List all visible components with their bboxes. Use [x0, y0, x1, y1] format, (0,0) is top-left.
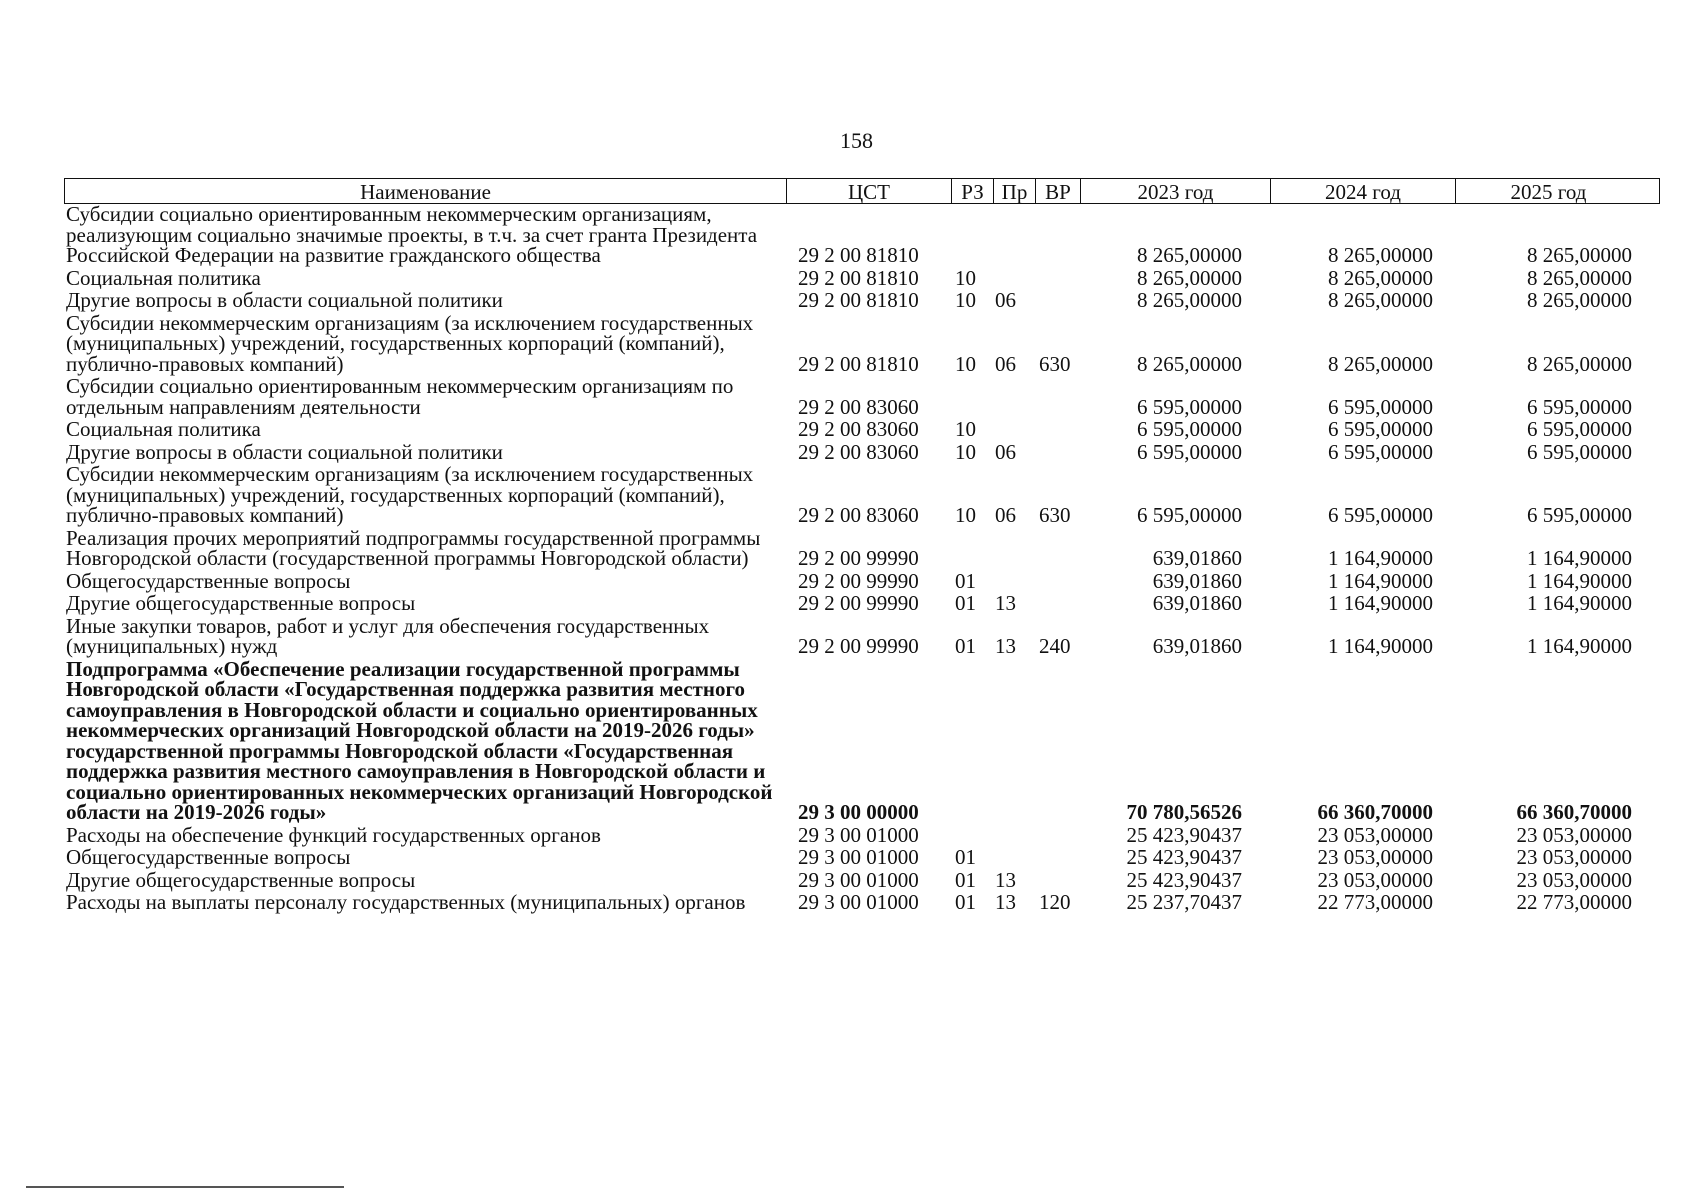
row-cst: 29 2 00 83060 — [798, 439, 919, 464]
header-name: Наименование — [65, 179, 787, 203]
table-row — [64, 613, 1660, 658]
row-2025: 8 265,00000 — [1527, 243, 1632, 267]
row-name: Другие вопросы в области социальной политики — [66, 439, 503, 464]
row-cst: 29 2 00 83060 — [798, 503, 919, 527]
row-2025: 23 053,00000 — [1516, 845, 1632, 869]
row-2024: 6 595,00000 — [1328, 439, 1433, 464]
table-row — [64, 204, 1660, 266]
row-2024: 8 265,00000 — [1328, 243, 1433, 267]
table-row — [64, 593, 1660, 614]
table-row — [64, 847, 1660, 868]
row-2024: 1 164,90000 — [1328, 634, 1433, 658]
row-2025: 6 595,00000 — [1527, 439, 1632, 464]
row-rz: 01 — [955, 568, 976, 593]
row-2025: 8 265,00000 — [1527, 265, 1632, 290]
row-rz: 01 — [955, 591, 976, 615]
row-vr: 630 — [1039, 503, 1071, 527]
row-rz: 01 — [955, 634, 976, 658]
row-2023: 6 595,00000 — [1137, 394, 1242, 419]
row-2024: 8 265,00000 — [1328, 351, 1433, 376]
table-row — [64, 464, 1660, 526]
row-2023: 25 423,90437 — [1126, 822, 1242, 847]
header-rz: РЗ — [952, 179, 994, 203]
row-2024: 1 164,90000 — [1328, 546, 1433, 570]
row-pr: 06 — [995, 351, 1016, 376]
header-vr: ВР — [1036, 179, 1081, 203]
header-2025: 2025 год — [1510, 180, 1587, 204]
row-2023: 639,01860 — [1152, 634, 1242, 658]
row-name: Социальная политика — [66, 265, 261, 290]
table-body — [64, 204, 1660, 913]
row-cst: 29 3 00 01000 — [798, 867, 919, 892]
footer-rule — [26, 1186, 344, 1188]
row-2025: 1 164,90000 — [1527, 591, 1632, 615]
table-row — [64, 265, 1660, 290]
row-rz: 01 — [955, 890, 976, 914]
row-vr: 120 — [1039, 890, 1071, 914]
row-name: Расходы на обеспечение функций государственных органов — [66, 822, 601, 847]
row-2025: 1 164,90000 — [1527, 568, 1632, 593]
row-2023: 639,01860 — [1152, 546, 1242, 570]
table-header — [64, 178, 1660, 204]
row-cst: 29 3 00 01000 — [798, 822, 919, 847]
row-rz: 01 — [955, 845, 976, 869]
table-row — [64, 568, 1660, 593]
row-pr: 06 — [995, 503, 1016, 527]
row-rz: 10 — [955, 503, 976, 527]
row-2024: 6 595,00000 — [1328, 417, 1433, 441]
row-rz: 01 — [955, 867, 976, 892]
table-row — [64, 290, 1660, 311]
row-rz: 10 — [955, 417, 976, 441]
row-cst: 29 2 00 81810 — [798, 288, 919, 312]
row-name: Иные закупки товаров, работ и услуг для обеспечения государственных (муниципальных) нужд — [66, 613, 710, 658]
header-2023: 2023 год — [1081, 179, 1271, 203]
table-row — [64, 656, 1660, 824]
row-2025: 6 595,00000 — [1527, 503, 1632, 527]
row-2025: 1 164,90000 — [1527, 634, 1632, 658]
row-name: Субсидии некоммерческим организациям (за исключением государственных (муниципальных) учреждений, государственных корпораций (компаний), публично-правовых компаний) — [66, 462, 754, 527]
row-cst: 29 2 00 99990 — [798, 568, 919, 593]
row-2023: 8 265,00000 — [1137, 265, 1242, 290]
row-2023: 25 237,70437 — [1126, 890, 1242, 914]
row-pr: 06 — [995, 439, 1016, 464]
row-2025: 8 265,00000 — [1527, 288, 1632, 312]
row-name: Субсидии некоммерческим организациям (за исключением государственных (муниципальных) учреждений, государственных корпораций (компаний), публично-правовых компаний) — [66, 310, 754, 376]
row-2025: 66 360,70000 — [1516, 800, 1632, 824]
row-cst: 29 3 00 01000 — [798, 890, 919, 914]
row-name: Реализация прочих мероприятий подпрограммы государственной программы Новгородской области (государственной программы Новгородской области) — [66, 525, 761, 570]
page-number: 158 — [840, 128, 873, 153]
table-row — [64, 376, 1660, 417]
table-row — [64, 310, 1660, 376]
row-rz: 10 — [955, 265, 976, 290]
row-2024: 8 265,00000 — [1328, 288, 1433, 312]
row-2023: 8 265,00000 — [1137, 288, 1242, 312]
row-2024: 23 053,00000 — [1317, 845, 1433, 869]
row-2023: 25 423,90437 — [1126, 845, 1242, 869]
row-2024: 6 595,00000 — [1328, 503, 1433, 527]
row-name: Социальная политика — [66, 417, 261, 441]
row-pr: 13 — [995, 591, 1016, 615]
row-cst: 29 3 00 01000 — [798, 845, 919, 869]
row-2023: 8 265,00000 — [1137, 351, 1242, 376]
table-row — [64, 525, 1660, 570]
row-2023: 639,01860 — [1152, 591, 1242, 615]
row-2025: 6 595,00000 — [1527, 394, 1632, 419]
row-2025: 23 053,00000 — [1516, 867, 1632, 892]
table-row — [64, 822, 1660, 847]
row-pr: 06 — [995, 288, 1016, 312]
row-2025: 22 773,00000 — [1516, 890, 1632, 914]
row-rz: 10 — [955, 351, 976, 376]
row-name: Другие общегосударственные вопросы — [66, 591, 416, 615]
table-row — [64, 892, 1660, 913]
row-2024: 8 265,00000 — [1328, 265, 1433, 290]
row-2024: 66 360,70000 — [1317, 800, 1433, 824]
table-row — [64, 867, 1660, 892]
row-cst: 29 2 00 83060 — [798, 417, 919, 441]
row-2023: 6 595,00000 — [1137, 439, 1242, 464]
row-cst: 29 2 00 83060 — [798, 394, 919, 419]
header-2024: 2024 год — [1271, 179, 1456, 203]
row-2025: 6 595,00000 — [1527, 417, 1632, 441]
row-name: Общегосударственные вопросы — [66, 845, 351, 869]
row-cst: 29 2 00 99990 — [798, 634, 919, 658]
row-pr: 13 — [995, 634, 1016, 658]
row-name: Другие общегосударственные вопросы — [66, 867, 416, 892]
row-name: Другие вопросы в области социальной политики — [66, 288, 503, 312]
table-row — [64, 439, 1660, 464]
row-cst: 29 2 00 99990 — [798, 546, 919, 570]
budget-table — [64, 178, 1660, 913]
row-pr: 13 — [995, 867, 1016, 892]
row-2023: 70 780,56526 — [1126, 800, 1242, 824]
row-2023: 25 423,90437 — [1126, 867, 1242, 892]
row-2024: 1 164,90000 — [1328, 591, 1433, 615]
row-2024: 23 053,00000 — [1317, 822, 1433, 847]
header-pr: Пр — [994, 179, 1036, 203]
row-name: Субсидии социально ориентированным некоммерческим организациям по отдельным направлениям деятельности — [66, 374, 734, 419]
row-name: Подпрограмма «Обеспечение реализации государственной программы Новгородской области «Государственная поддержка развития местного самоуправления в Новгородской области и социально ориентированных некоммерческих организаций Новгородской области на 2019-2026 годы» государственной программы Новгородской области «Государственная поддержка развития местного самоуправления в Новгородской области и социально ориентированных некоммерческих организаций Новгородской области на 2019-2026 годы» — [66, 656, 773, 824]
row-name: Общегосударственные вопросы — [66, 568, 351, 593]
row-cst: 29 2 00 81810 — [798, 351, 919, 376]
row-2024: 23 053,00000 — [1317, 867, 1433, 892]
table-row — [64, 419, 1660, 440]
row-2023: 8 265,00000 — [1137, 243, 1242, 267]
row-2025: 8 265,00000 — [1527, 351, 1632, 376]
row-cst: 29 2 00 81810 — [798, 243, 919, 267]
row-vr: 240 — [1039, 634, 1071, 658]
row-2023: 6 595,00000 — [1137, 417, 1242, 441]
row-name: Расходы на выплаты персоналу государственных (муниципальных) органов — [66, 890, 746, 914]
row-cst: 29 2 00 81810 — [798, 265, 919, 290]
row-2024: 22 773,00000 — [1317, 890, 1433, 914]
row-name: Субсидии социально ориентированным некоммерческим организациям, реализующим социально значимые проекты, в т.ч. за счет гранта Президента Российской Федерации на развитие гражданского общества — [66, 202, 758, 267]
row-2025: 1 164,90000 — [1527, 546, 1632, 570]
row-2023: 639,01860 — [1152, 568, 1242, 593]
row-2024: 1 164,90000 — [1328, 568, 1433, 593]
row-2024: 6 595,00000 — [1328, 394, 1433, 419]
row-vr: 630 — [1039, 351, 1071, 376]
row-2025: 23 053,00000 — [1516, 822, 1632, 847]
row-rz: 10 — [955, 288, 976, 312]
row-cst: 29 2 00 99990 — [798, 591, 919, 615]
row-2023: 6 595,00000 — [1137, 503, 1242, 527]
row-rz: 10 — [955, 439, 976, 464]
row-cst: 29 3 00 00000 — [798, 800, 919, 824]
header-cst: ЦСТ — [787, 179, 952, 203]
row-pr: 13 — [995, 890, 1016, 914]
